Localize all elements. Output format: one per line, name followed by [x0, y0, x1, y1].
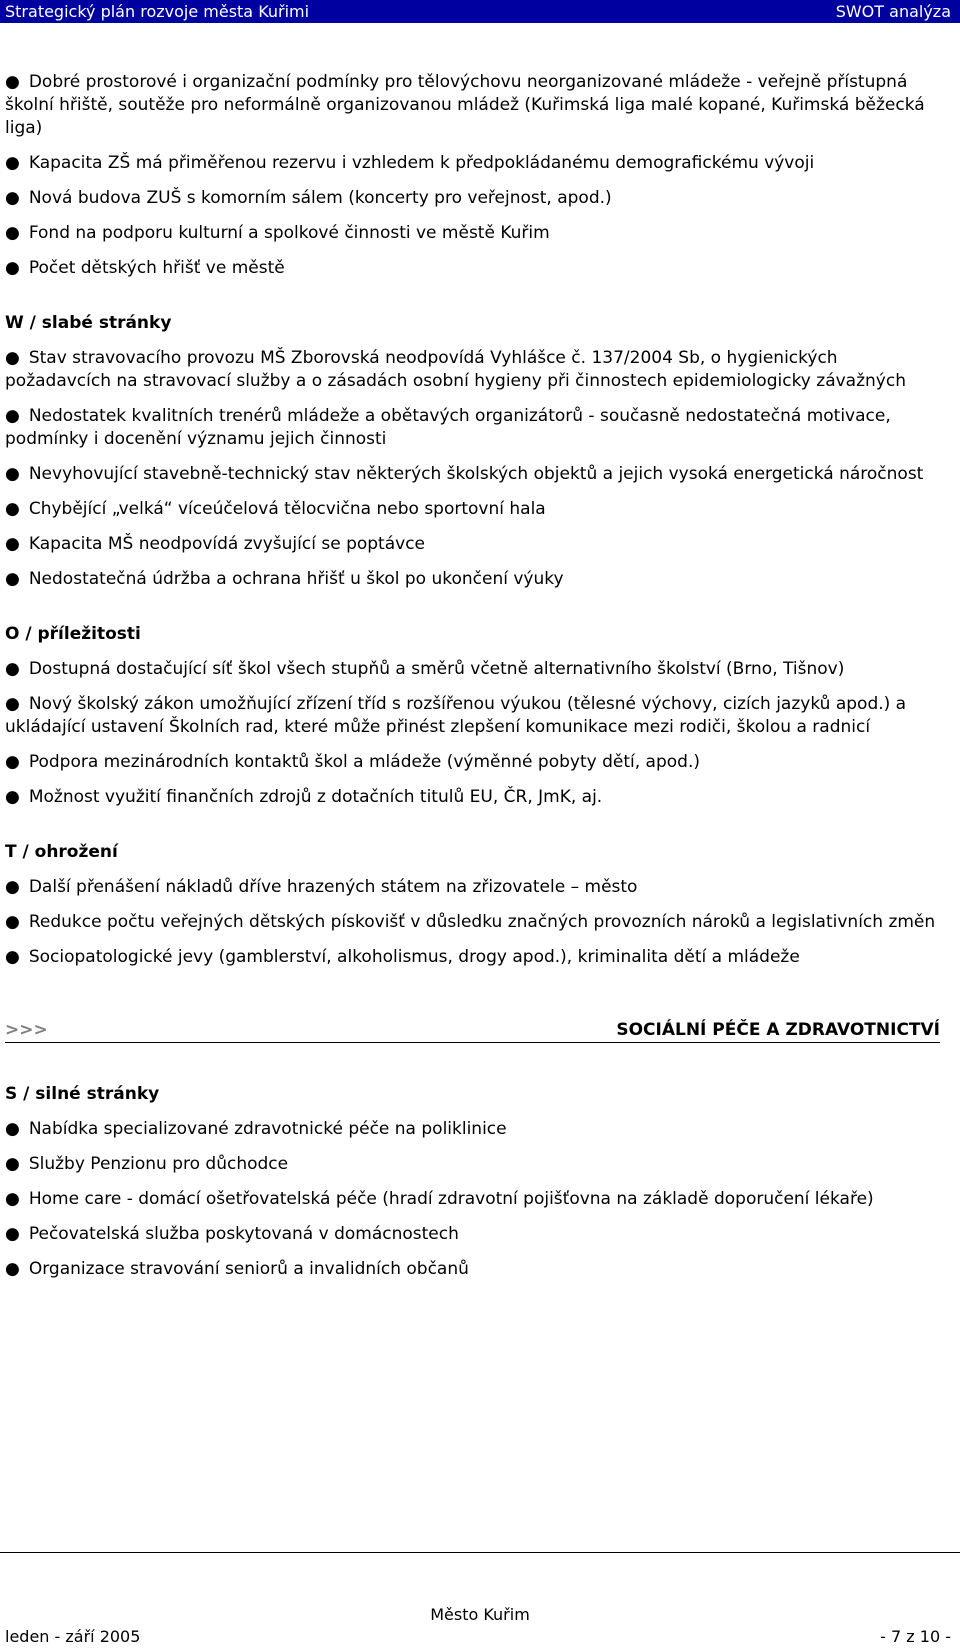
list-item: ● Počet dětských hřišť ve městě: [5, 258, 285, 278]
list-item: ● Organizace stravování seniorů a invalidních občanů: [5, 1259, 469, 1279]
bullet-icon: ●: [5, 188, 20, 208]
list-item: ● Nedostatek kvalitních trenérů mládeže a obětavých organizátorů - současně nedostatečná motivace, podmínky i docenění významu jejich činnosti: [5, 406, 891, 449]
list-item: ● Stav stravovacího provozu MŠ Zborovská neodpovídá Vyhlášce č. 137/2004 Sb, o hygienických požadavcích na stravovací služby a o zásadách osobní hygieny při činnostech epidemiologicky závažných: [5, 348, 906, 391]
document-title: Strategický plán rozvoje města Kuřimi: [5, 2, 310, 21]
bullet-icon: ●: [5, 72, 20, 92]
bullet-icon: ●: [5, 153, 20, 173]
arrows-marker: >>>: [5, 1020, 48, 1040]
opportunities-section: [5, 623, 940, 809]
strengths-section: [5, 1083, 940, 1281]
bullet-icon: ●: [5, 1259, 20, 1279]
page-header: [0, 0, 960, 23]
list-item: ● Nabídka specializované zdravotnické péče na poliklinice: [5, 1119, 507, 1139]
bullet-icon: ●: [5, 499, 20, 519]
bullet-icon: ●: [5, 877, 20, 897]
bullet-icon: ●: [5, 223, 20, 243]
page-footer: [0, 1552, 960, 1646]
section-heading: O / příležitosti: [5, 624, 141, 644]
bullet-icon: ●: [5, 406, 20, 426]
list-item: ● Chybějící „velká“ víceúčelová tělocvična nebo sportovní hala: [5, 499, 546, 519]
bullet-icon: ●: [5, 752, 20, 772]
list-item: ● Nevyhovující stavebně-technický stav některých školských objektů a jejich vysoká energetická náročnost: [5, 464, 924, 484]
list-item: ● Nedostatečná údržba a ochrana hřišť u škol po ukončení výuky: [5, 569, 564, 589]
list-item: ● Sociopatologické jevy (gamblerství, alkoholismus, drogy apod.), kriminalita dětí a mládeže: [5, 947, 800, 967]
list-item: ● Pečovatelská služba poskytovaná v domácnostech: [5, 1224, 459, 1244]
page-number: - 7 z 10 -: [880, 1627, 951, 1646]
list-item: ● Možnost využití finančních zdrojů z dotačních titulů EU, ČR, JmK, aj.: [5, 787, 603, 807]
intro-list: [5, 71, 940, 280]
list-item: ● Dostupná dostačující síť škol všech stupňů a směrů včetně alternativního školství (Brno, Tišnov): [5, 659, 845, 679]
bullet-icon: ●: [5, 1154, 20, 1174]
bullet-icon: ●: [5, 1189, 20, 1209]
chapter-title: SOCIÁLNÍ PÉČE A ZDRAVOTNICTVÍ: [616, 1020, 940, 1040]
list-item: ● Kapacita ZŠ má přiměřenou rezervu i vzhledem k předpokládanému demografickému vývoji: [5, 153, 815, 173]
list-item: ● Nová budova ZUŠ s komorním sálem (koncerty pro veřejnost, apod.): [5, 188, 612, 208]
bullet-icon: ●: [5, 1119, 20, 1139]
list-item: ● Fond na podporu kulturní a spolkové činnosti ve městě Kuřim: [5, 223, 550, 243]
bullet-icon: ●: [5, 348, 20, 368]
document-body: [5, 71, 940, 1293]
section-heading: T / ohrožení: [5, 842, 118, 862]
chapter-divider: [5, 1016, 940, 1043]
bullet-icon: ●: [5, 659, 20, 679]
list-item: ● Služby Penzionu pro důchodce: [5, 1154, 289, 1174]
bullet-icon: ●: [5, 1224, 20, 1244]
bullet-icon: ●: [5, 947, 20, 967]
list-item: ● Podpora mezinárodních kontaktů škol a mládeže (výměnné pobyty dětí, apod.): [5, 752, 700, 772]
threats-section: [5, 841, 940, 969]
footer-town: Město Kuřim: [430, 1605, 530, 1624]
bullet-icon: ●: [5, 569, 20, 589]
list-item: ● Nový školský zákon umožňující zřízení tříd s rozšířenou výukou (tělesné výchovy, cizích jazyků apod.) a ukládající ustavení Školních rad, které může přinést zlepšení komunikace mezi rodiči, školou a radnicí: [5, 694, 907, 737]
weaknesses-section: [5, 312, 940, 591]
list-item: ● Dobré prostorové i organizační podmínky pro tělovýchovu neorganizované mládeže - veřejně přístupná školní hřiště, soutěže pro neformálně organizovanou mládež (Kuřimská liga malé kopané, Kuřimská běžecká liga): [5, 72, 925, 138]
list-item: ● Kapacita MŠ neodpovídá zvyšující se poptávce: [5, 534, 425, 554]
bullet-icon: ●: [5, 694, 20, 714]
bullet-icon: ●: [5, 258, 20, 278]
bullet-icon: ●: [5, 534, 20, 554]
bullet-icon: ●: [5, 464, 20, 484]
list-item: ● Redukce počtu veřejných dětských pískovišť v důsledku značných provozních nároků a legislativních změn: [5, 912, 936, 932]
section-heading: S / silné stránky: [5, 1084, 160, 1104]
bullet-icon: ●: [5, 787, 20, 807]
section-title: SWOT analýza: [835, 2, 951, 21]
section-heading: W / slabé stránky: [5, 313, 172, 333]
bullet-icon: ●: [5, 912, 20, 932]
list-item: ● Další přenášení nákladů dříve hrazených státem na zřizovatele – město: [5, 877, 638, 897]
footer-date: leden - září 2005: [5, 1627, 141, 1646]
list-item: ● Home care - domácí ošetřovatelská péče (hradí zdravotní pojišťovna na základě doporučení lékaře): [5, 1189, 874, 1209]
